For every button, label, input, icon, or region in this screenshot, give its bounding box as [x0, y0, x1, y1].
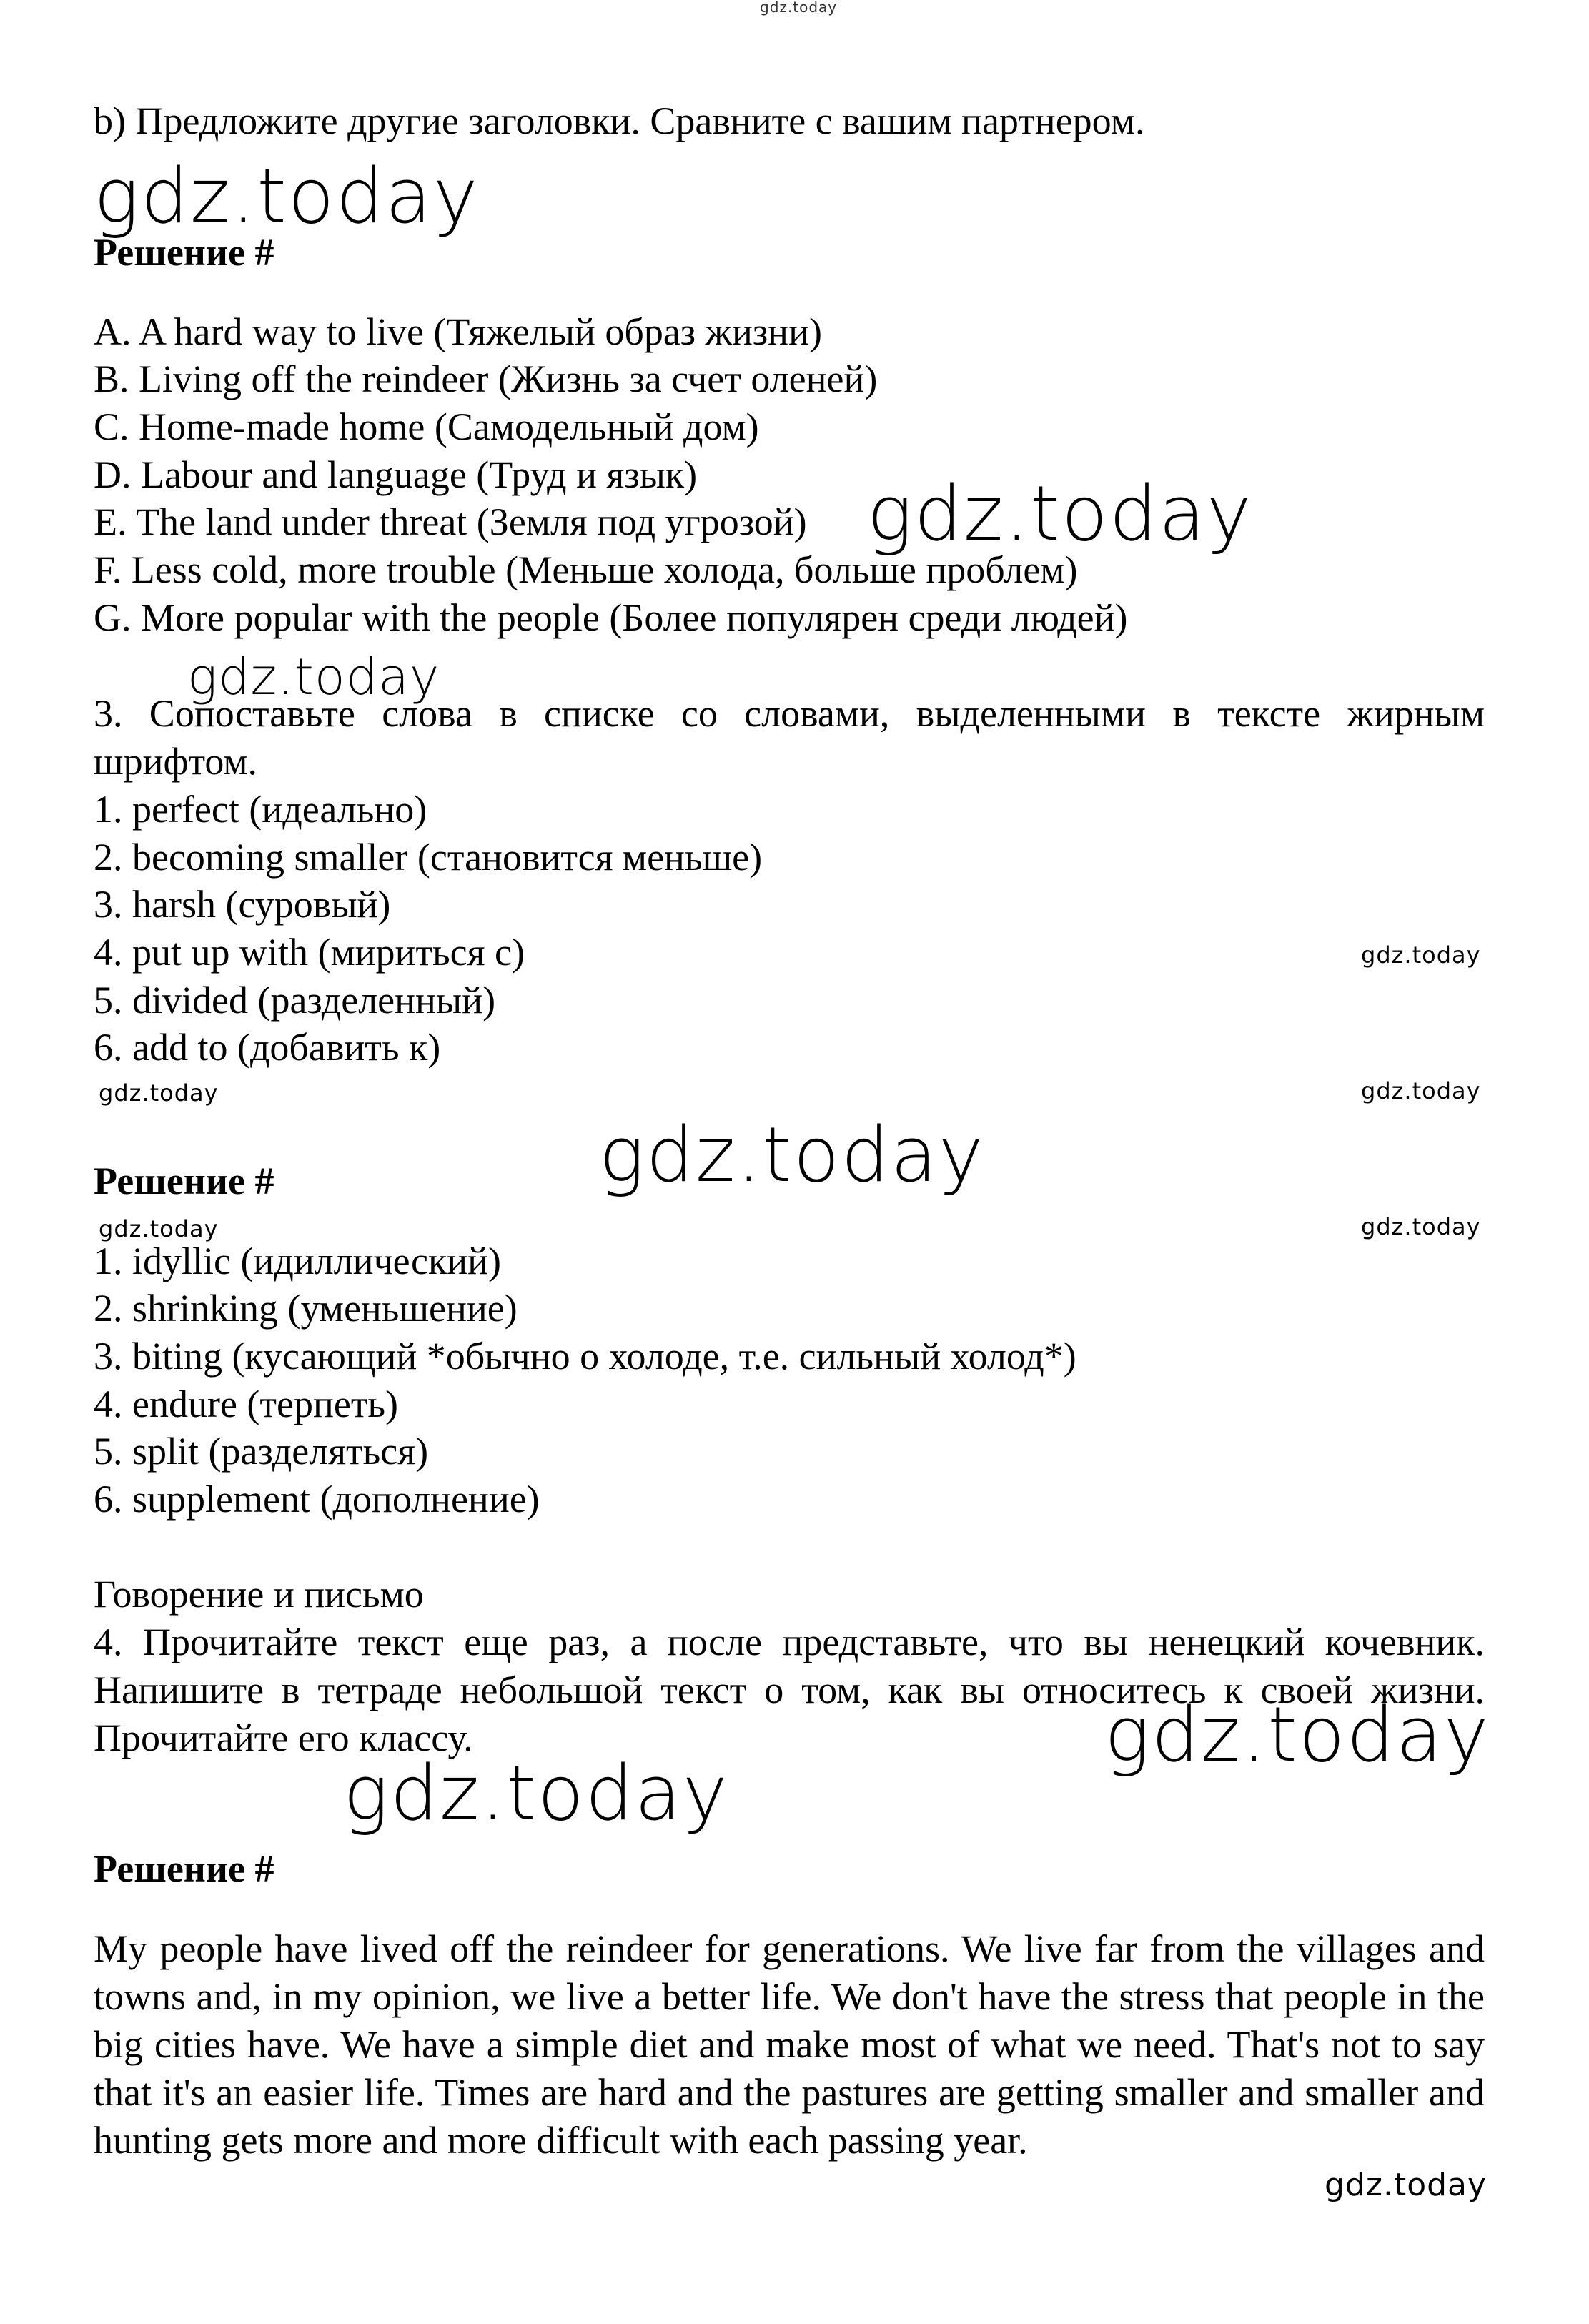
answer-item: 3. biting (кусающий *обычно о холоде, т.е. сильный холод*) [94, 1335, 1076, 1378]
task3-text: 3. Сопоставьте слова в списке со словами, выделенными в тексте жирным шрифтом. [94, 692, 1485, 783]
watermark-small-1: gdz.today [1361, 941, 1481, 969]
solution-label-2: Решение # [94, 1159, 274, 1202]
headline-item: A. A hard way to live (Тяжелый образ жизни) [94, 310, 822, 353]
watermark-large-3: gdz.today [599, 1111, 985, 1199]
watermark-small-2: gdz.today [99, 1079, 219, 1107]
list-item: 1. perfect (идеально) [94, 788, 427, 831]
answer-item: 6. supplement (дополнение) [94, 1478, 540, 1521]
headline-item: G. More popular with the people (Более популярен среди людей) [94, 596, 1128, 639]
headline-item: D. Labour and language (Труд и язык) [94, 453, 698, 496]
intro-task: b) Предложите другие заголовки. Сравните с вашим партнером. [94, 99, 1145, 142]
list-item: 4. put up with (мириться с) [94, 931, 525, 974]
list-item: 6. add to (добавить к) [94, 1026, 441, 1069]
watermark-small-6: gdz.today [1325, 2167, 1487, 2203]
list-item: 3. harsh (суровый) [94, 883, 391, 926]
list-item: 5. divided (разделенный) [94, 979, 496, 1022]
answer-item: 4. endure (терпеть) [94, 1383, 399, 1425]
watermark-large-5: gdz.today [343, 1749, 729, 1837]
headline-item: E. The land under threat (Земля под угрозой) [94, 500, 807, 543]
watermark-small-5: gdz.today [1361, 1213, 1481, 1240]
answer-item: 2. shrinking (уменьшение) [94, 1287, 518, 1330]
solution-label-1: Решение # [94, 231, 274, 274]
section-heading: Говорение и письмо [94, 1573, 424, 1616]
watermark-medium-1: gdz.today [187, 648, 440, 706]
watermark-small-4: gdz.today [99, 1215, 219, 1242]
watermark-small-3: gdz.today [1361, 1077, 1481, 1104]
task4-text: 4. Прочитайте текст еще раз, а после представьте, что вы ненецкий кочевник. Напишите в тетраде небольшой текст о том, как вы относитесь к своей жизни. Прочитайте его классу. [94, 1621, 1485, 1759]
headline-item: B. Living off the reindeer (Жизнь за счет оленей) [94, 357, 878, 400]
task4-answer: My people have lived off the reindeer for generations. We live far from the villages and towns and, in my opinion, we live a better life. We don't have the stress that people in the big cities have. We have a simple diet and make most of what we need. That's not to say that it's an easier life. Times are hard and the pastures are getting smaller and smaller and hunting gets more and more difficult with each passing year. [94, 1927, 1485, 2162]
solution-label-3: Решение # [94, 1847, 274, 1890]
headline-item: C. Home-made home (Самодельный дом) [94, 405, 759, 448]
watermark-large-2: gdz.today [867, 470, 1253, 558]
answer-item: 1. idyllic (идиллический) [94, 1240, 501, 1282]
watermark-large-1: gdz.today [94, 152, 480, 240]
watermark-top: gdz.today [760, 0, 838, 16]
headline-item: F. Less cold, more trouble (Меньше холода, больше проблем) [94, 548, 1078, 591]
list-item: 2. becoming smaller (становится меньше) [94, 836, 763, 879]
watermark-large-4: gdz.today [1104, 1691, 1490, 1779]
answer-item: 5. split (разделяться) [94, 1430, 429, 1473]
